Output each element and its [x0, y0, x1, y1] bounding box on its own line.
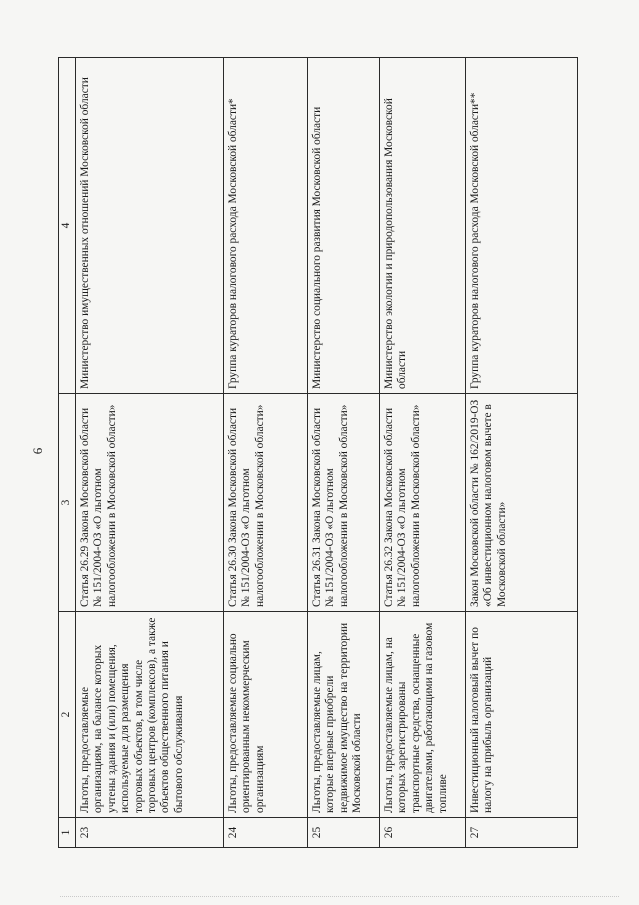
scan-artifact-line: [60, 894, 619, 897]
law-cell: Статья 26.30 Закона Московской области № 151/2004-ОЗ «О льготном налогообложении в Московской области»: [224, 394, 308, 612]
column-header-3: 3: [59, 394, 76, 612]
column-header-4: 4: [59, 58, 76, 394]
table-row: [224, 58, 308, 848]
benefit-cell: Льготы, предоставляемые лицам, которые впервые приобрели недвижимое имущество на территории Московской области: [308, 612, 380, 818]
curator-cell: Министерство экологии и природопользования Московской области: [380, 58, 466, 394]
curator-cell: Министерство социального развития Московской области: [308, 58, 380, 394]
curator-cell: Группа кураторов налогового расхода Московской области*: [224, 58, 308, 394]
table-row: [380, 58, 466, 848]
law-cell: Статья 26.29 Закона Московской области № 151/2004-ОЗ «О льготном налогообложении в Московской области»: [76, 394, 224, 612]
tax-benefits-table: [58, 57, 578, 848]
table-row: [466, 58, 578, 848]
law-cell: Статья 26.31 Закона Московской области № 151/2004-ОЗ «О льготном налогообложении в Московской области»: [308, 394, 380, 612]
table-row: [308, 58, 380, 848]
column-header-2: 2: [59, 612, 76, 818]
benefit-cell: Льготы, предоставляемые лицам, на которых зарегистрированы транспортные средства, оснащенные двигателями, работающими на газовом топливе: [380, 612, 466, 818]
row-number: 27: [466, 818, 578, 848]
benefit-cell: Льготы, предоставляемые социально ориентированным некоммерческим организациям: [224, 612, 308, 818]
row-number: 24: [224, 818, 308, 848]
benefit-cell: Инвестиционный налоговый вычет по налогу на прибыль организаций: [466, 612, 578, 818]
header-row: [59, 58, 76, 848]
rotated-table-container: [58, 58, 578, 848]
row-number: 25: [308, 818, 380, 848]
column-header-1: 1: [59, 818, 76, 848]
table-row: [76, 58, 224, 848]
curator-cell: Группа кураторов налогового расхода Московской области**: [466, 58, 578, 394]
page-number: 6: [30, 447, 45, 455]
row-number: 23: [76, 818, 224, 848]
law-cell: Статья 26.32 Закона Московской области № 151/2004-ОЗ «О льготном налогообложении в Московской области»: [380, 394, 466, 612]
row-number: 26: [380, 818, 466, 848]
law-cell: Закон Московской области № 162/2019-ОЗ «Об инвестиционном налоговом вычете в Московской области»: [466, 394, 578, 612]
benefit-cell: Льготы, предоставляемые организациям, на балансе которых учтены здания и (или) помещения, используемые для размещения торговых объектов, в том числе торговых центров (комплексов), а также объектов общественного питания и бытового обслуживания: [76, 612, 224, 818]
document-table-wrapper: [58, 58, 578, 848]
curator-cell: Министерство имущественных отношений Московской области: [76, 58, 224, 394]
